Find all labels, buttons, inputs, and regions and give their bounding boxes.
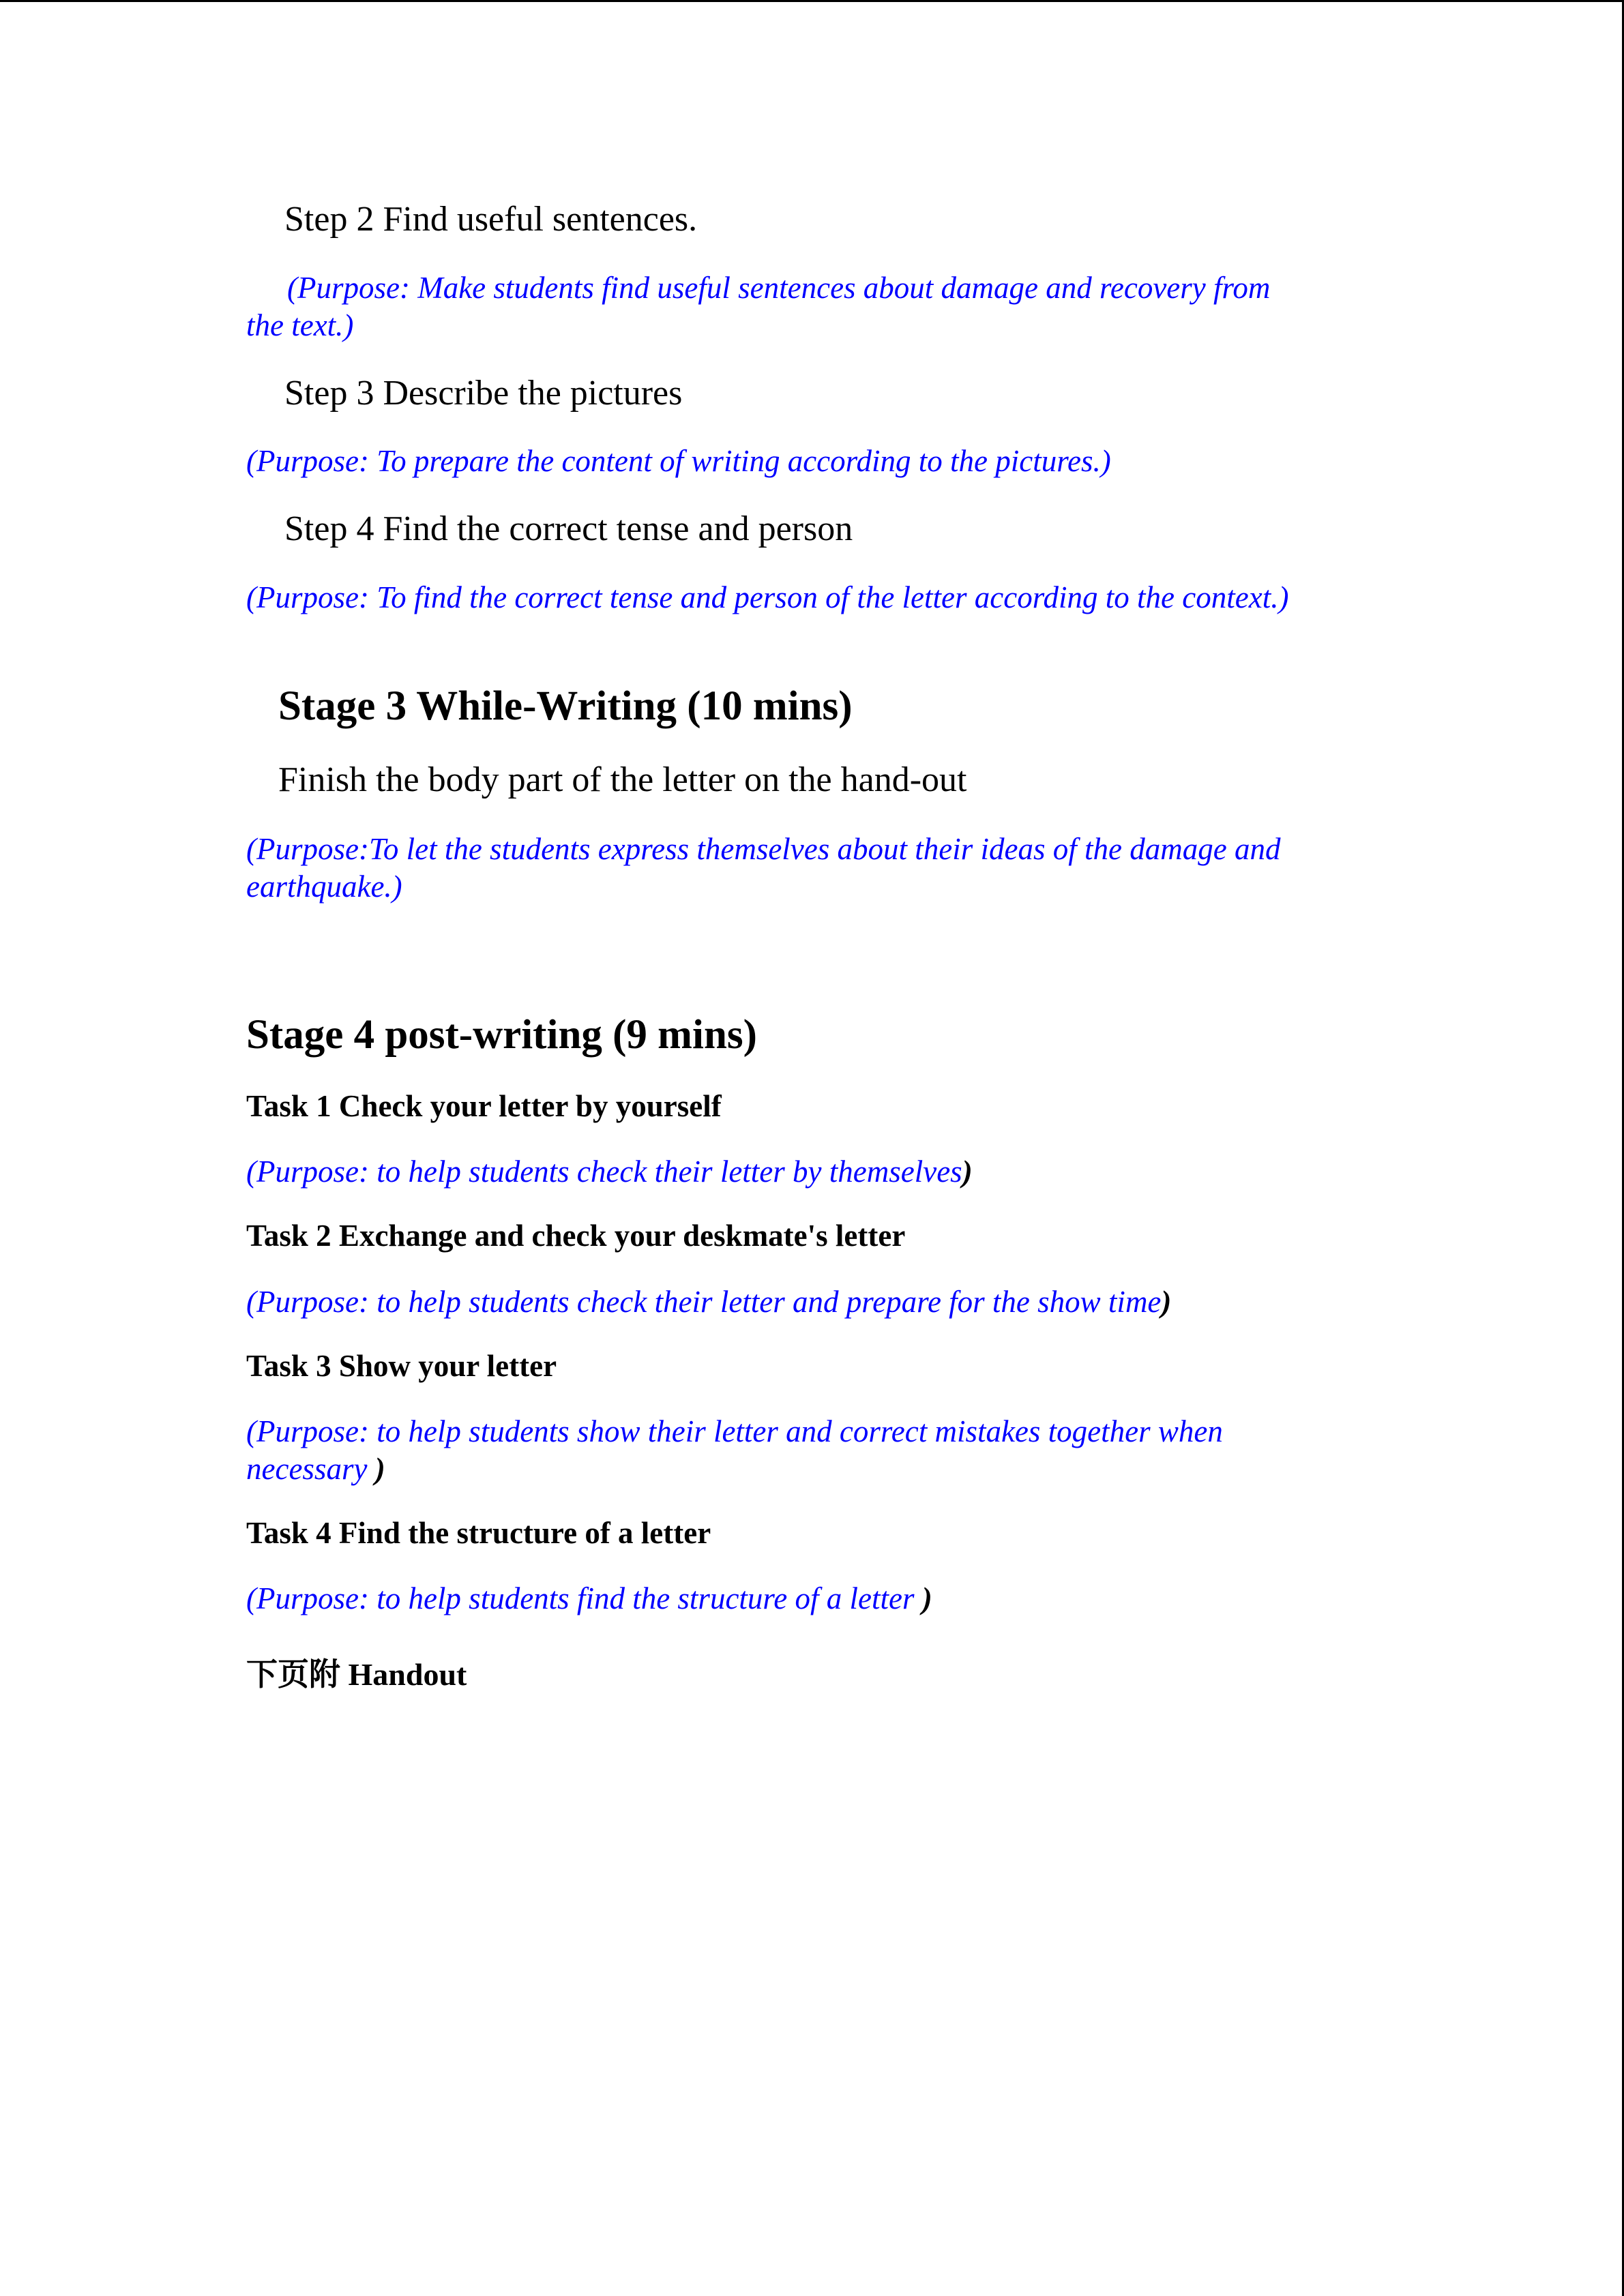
step-2-title: Step 2 Find useful sentences. <box>284 200 698 239</box>
stage-4-heading: Stage 4 post-writing (9 mins) <box>246 1012 757 1058</box>
task-3-purpose-line2 <box>246 1450 385 1488</box>
task-2-purpose-text: (Purpose: to help students check their letter and prepare for the show time <box>246 1285 1162 1319</box>
task-2-purpose-close: ) <box>1161 1285 1172 1319</box>
task-3-purpose-text: necessary <box>246 1452 375 1486</box>
step-4-title: Step 4 Find the correct tense and person <box>284 509 853 548</box>
stage-3-purpose-line1: (Purpose:To let the students express themselves about their ideas of the damage and <box>246 832 1281 866</box>
step-3-title: Step 3 Describe the pictures <box>284 374 683 413</box>
task-2-title: Task 2 Exchange and check your deskmate's letter <box>246 1219 906 1253</box>
task-4-title: Task 4 Find the structure of a letter <box>246 1516 711 1550</box>
stage-3-instruction: Finish the body part of the letter on the hand-out <box>278 760 967 799</box>
step-4-purpose: (Purpose: To find the correct tense and person of the letter according to the context.) <box>246 580 1289 614</box>
task-1-purpose <box>246 1152 973 1191</box>
handout-note-cjk: 下页附 <box>246 1656 340 1693</box>
task-4-purpose <box>246 1579 932 1617</box>
task-3-purpose-close: ) <box>374 1452 385 1486</box>
handout-note <box>246 1655 467 1694</box>
task-1-title: Task 1 Check your letter by yourself <box>246 1089 722 1123</box>
stage-3-heading: Stage 3 While-Writing (10 mins) <box>278 683 853 729</box>
page-border-top <box>0 0 1624 2</box>
step-2-purpose-line1: (Purpose: Make students find useful sentences about damage and recovery from <box>287 271 1271 305</box>
task-4-purpose-text: (Purpose: to help students find the structure of a letter <box>246 1581 922 1615</box>
task-4-purpose-close: ) <box>921 1581 932 1615</box>
task-1-purpose-close: ) <box>962 1154 973 1189</box>
step-3-purpose: (Purpose: To prepare the content of writing according to the pictures.) <box>246 444 1111 478</box>
task-3-purpose-line1: (Purpose: to help students show their letter and correct mistakes together when <box>246 1414 1223 1448</box>
handout-note-latin: Handout <box>340 1657 467 1692</box>
step-2-purpose-line2: the text.) <box>246 308 354 342</box>
task-1-purpose-text: (Purpose: to help students check their letter by themselves <box>246 1154 962 1189</box>
task-2-purpose <box>246 1283 1171 1321</box>
task-3-title: Task 3 Show your letter <box>246 1349 557 1383</box>
stage-3-purpose-line2: earthquake.) <box>246 869 402 904</box>
